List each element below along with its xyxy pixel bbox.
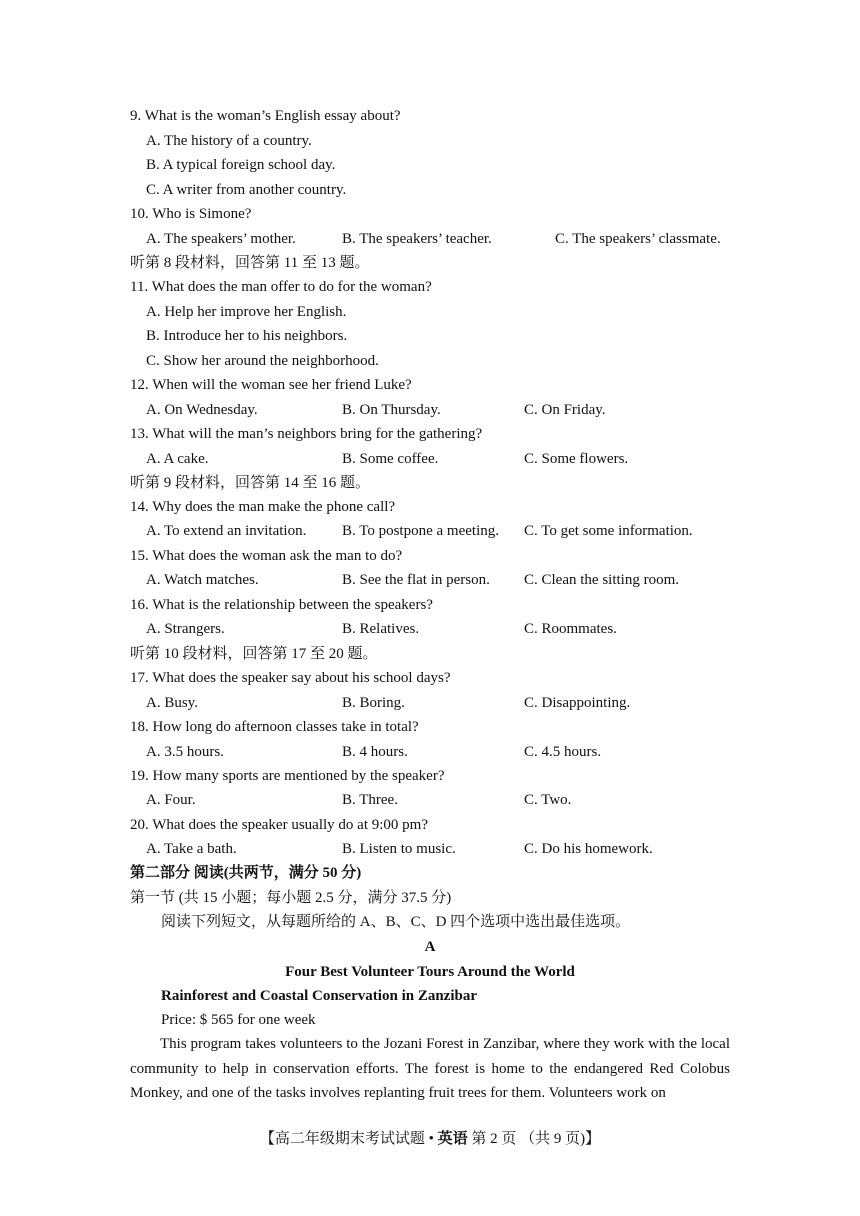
- question-18-option-c: C. 4.5 hours.: [524, 744, 602, 760]
- passage-body: This program takes volunteers to the Jozani Forest in Zanzibar, where they work with the local community to help in conservation efforts. The forest is home to the endangered Red Colobus Monkey, and one of the tasks involves replanting fruit trees for them. Volunteers work on: [130, 1036, 730, 1101]
- question-16-stem: 16. What is the relationship between the speakers?: [130, 597, 433, 613]
- question-15-option-b: B. See the flat in person.: [342, 572, 490, 588]
- question-19-option-c: C. Two.: [524, 792, 572, 808]
- page-footer: [0, 1127, 860, 1148]
- question-19-option-b: B. Three.: [342, 792, 398, 808]
- question-13-option-b: B. Some coffee.: [342, 451, 439, 467]
- question-10-option-b: B. The speakers’ teacher.: [342, 231, 492, 247]
- question-20-option-a: A. Take a bath.: [146, 841, 237, 857]
- question-10-option-c: C. The speakers’ classmate.: [555, 231, 721, 247]
- section-8-instruction: 听第 8 段材料，回答第 11 至 13 题。: [130, 255, 370, 271]
- section-9-instruction: 听第 9 段材料，回答第 14 至 16 题。: [130, 475, 371, 491]
- question-18-option-a: A. 3.5 hours.: [146, 744, 224, 760]
- question-12-option-c: C. On Friday.: [524, 402, 606, 418]
- passage-subtitle: Rainforest and Coastal Conservation in Zanzibar: [161, 988, 477, 1004]
- question-10-stem: 10. Who is Simone?: [130, 206, 252, 222]
- question-20-option-c: C. Do his homework.: [524, 841, 653, 857]
- question-15-stem: 15. What does the woman ask the man to do?: [130, 548, 403, 564]
- footer-subject: 英语: [437, 1131, 468, 1147]
- reading-instruction: 阅读下列短文，从每题所给的 A、B、C、D 四个选项中选出最佳选项。: [161, 914, 631, 930]
- question-11-stem: 11. What does the man offer to do for the woman?: [130, 279, 432, 295]
- question-15-option-c: C. Clean the sitting room.: [524, 572, 679, 588]
- question-13-option-c: C. Some flowers.: [524, 451, 629, 467]
- question-17-option-a: A. Busy.: [146, 695, 198, 711]
- passage-letter: A: [424, 939, 436, 955]
- question-13-option-a: A. A cake.: [146, 451, 209, 467]
- question-12-option-b: B. On Thursday.: [342, 402, 441, 418]
- question-18-stem: 18. How long do afternoon classes take in total?: [130, 719, 419, 735]
- question-17-stem: 17. What does the speaker say about his school days?: [130, 670, 451, 686]
- question-16-option-b: B. Relatives.: [342, 621, 420, 637]
- question-10-option-a: A. The speakers’ mother.: [146, 231, 296, 247]
- question-19-stem: 19. How many sports are mentioned by the speaker?: [130, 768, 445, 784]
- question-14-option-c: C. To get some information.: [524, 523, 693, 539]
- question-11-option-a: A. Help her improve her English.: [146, 304, 347, 320]
- question-12-stem: 12. When will the woman see her friend Luke?: [130, 377, 412, 393]
- question-17-option-c: C. Disappointing.: [524, 695, 631, 711]
- section-1-heading: 第一节 (共 15 小题；每小题 2.5 分，满分 37.5 分): [130, 890, 452, 906]
- question-14-stem: 14. Why does the man make the phone call?: [130, 499, 396, 515]
- question-14-option-b: B. To postpone a meeting.: [342, 523, 499, 539]
- passage-title: Four Best Volunteer Tours Around the World: [285, 964, 575, 980]
- question-11-option-b: B. Introduce her to his neighbors.: [146, 328, 348, 344]
- question-13-stem: 13. What will the man’s neighbors bring for the gathering?: [130, 426, 483, 442]
- question-11-option-c: C. Show her around the neighborhood.: [146, 353, 379, 369]
- question-9-option-a: A. The history of a country.: [146, 133, 312, 149]
- question-20-stem: 20. What does the speaker usually do at 9:00 pm?: [130, 817, 428, 833]
- question-17-option-b: B. Boring.: [342, 695, 405, 711]
- question-20-option-b: B. Listen to music.: [342, 841, 456, 857]
- question-15-option-a: A. Watch matches.: [146, 572, 259, 588]
- footer-prefix: 【高二年级期末考试试题 •: [259, 1131, 438, 1147]
- footer-suffix: 第 2 页 （共 9 页)】: [467, 1131, 601, 1147]
- question-16-option-a: A. Strangers.: [146, 621, 225, 637]
- question-9-stem: 9. What is the woman’s English essay about?: [130, 108, 401, 124]
- section-10-instruction: 听第 10 段材料，回答第 17 至 20 题。: [130, 646, 378, 662]
- part-2-heading: 第二部分 阅读(共两节，满分 50 分): [130, 865, 362, 881]
- question-12-option-a: A. On Wednesday.: [146, 402, 258, 418]
- passage-price: Price: $ 565 for one week: [161, 1012, 316, 1028]
- question-14-option-a: A. To extend an invitation.: [146, 523, 307, 539]
- question-19-option-a: A. Four.: [146, 792, 196, 808]
- question-9-option-b: B. A typical foreign school day.: [146, 157, 336, 173]
- question-18-option-b: B. 4 hours.: [342, 744, 408, 760]
- question-16-option-c: C. Roommates.: [524, 621, 617, 637]
- question-9-option-c: C. A writer from another country.: [146, 182, 347, 198]
